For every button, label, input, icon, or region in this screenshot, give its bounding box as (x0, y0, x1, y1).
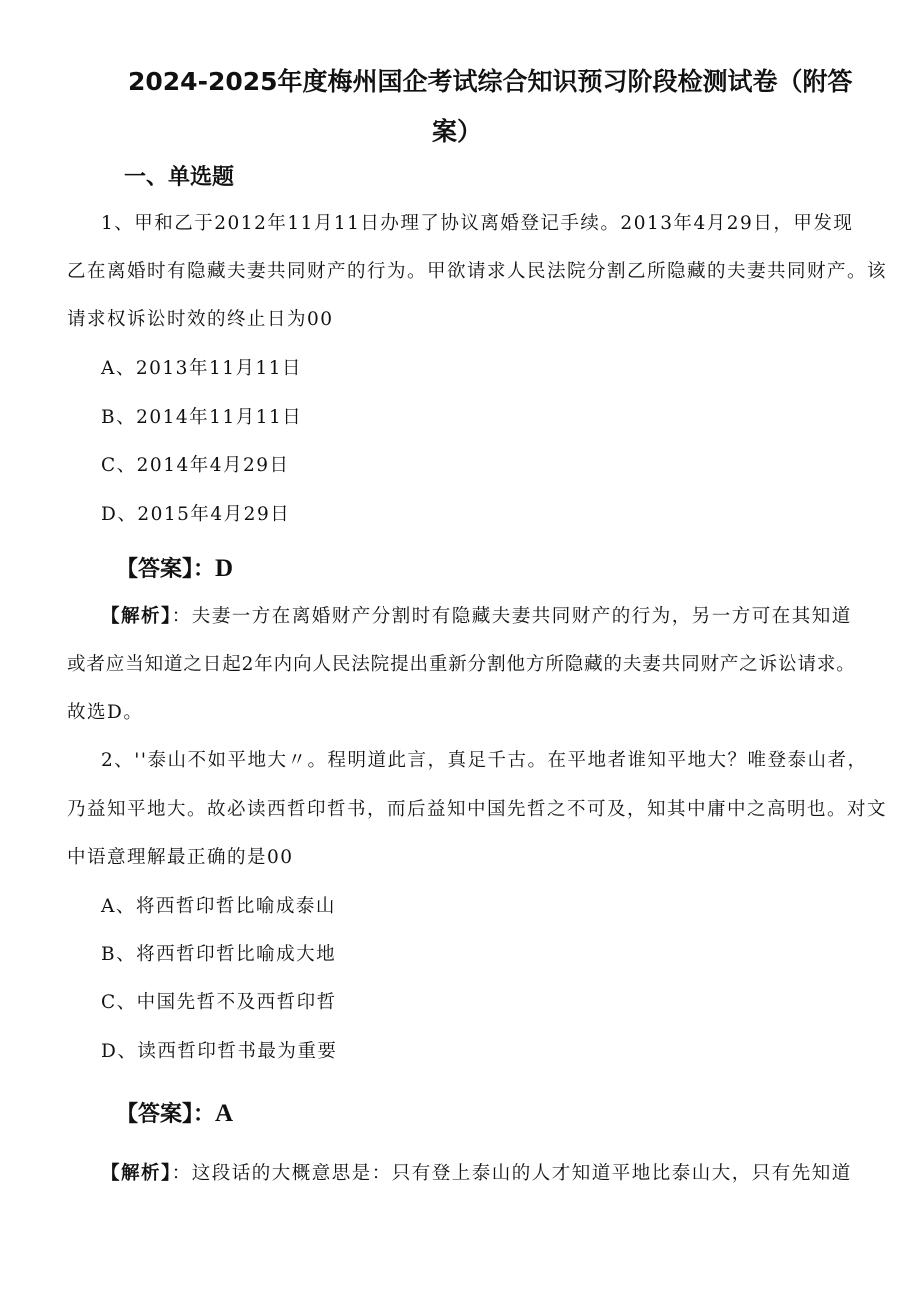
document-title-line2: 案） (432, 117, 483, 146)
analysis-text: ：夫妻一方在离婚财产分割时有隐藏夫妻共同财产的行为，另一方可在其知道 (171, 606, 852, 627)
question-2-stem-line3: 中语意理解最正确的是00 (67, 847, 294, 868)
question-2-answer (116, 1097, 233, 1128)
question-2-stem-line2: 乃益知平地大。故必读西哲印哲书，而后益知中国先哲之不可及，知其中庸中之高明也。对文 (67, 799, 888, 820)
question-2-option-a: A、将西哲印哲比喻成泰山 (101, 896, 336, 917)
question-1-stem-line3: 请求权诉讼时效的终止日为00 (67, 309, 334, 330)
analysis-text: ：这段话的大概意思是：只有登上泰山的人才知道平地比泰山大，只有先知道 (171, 1163, 852, 1184)
question-1-option-c: C、2014年4月29日 (101, 455, 290, 476)
section-heading: 一、单选题 (124, 165, 235, 190)
answer-letter: D (215, 555, 234, 582)
question-2-stem-line1: 2、''泰山不如平地大〃。程明道此言，真足千古。在平地者谁知平地大？唯登泰山者， (101, 750, 868, 771)
question-1-answer (116, 552, 233, 583)
answer-label: 【答案】： (116, 557, 216, 582)
question-2-option-c: C、中国先哲不及西哲印哲 (101, 992, 337, 1013)
question-1-option-d: D、2015年4月29日 (101, 504, 291, 525)
question-1-analysis-line2: 或者应当知道之日起2年内向人民法院提出重新分割他方所隐藏的夫妻共同财产之诉讼请求。 (67, 654, 856, 675)
question-1-stem-line2: 乙在离婚时有隐藏夫妻共同财产的行为。甲欲请求人民法院分割乙所隐藏的夫妻共同财产。该 (67, 261, 888, 282)
question-1-analysis-line1 (101, 593, 852, 641)
question-2-option-d: D、读西哲印哲书最为重要 (101, 1041, 338, 1062)
question-1-stem-line1: 1、甲和乙于2012年11月11日办理了协议离婚登记手续。2013年4月29日，甲发现 (101, 213, 854, 234)
question-2-analysis-line1 (101, 1150, 852, 1198)
answer-label: 【答案】： (116, 1102, 216, 1127)
analysis-label: 【解析】 (101, 1163, 172, 1184)
question-1-analysis-line3: 故选D。 (67, 702, 144, 723)
question-1-option-a: A、2013年11月11日 (101, 358, 303, 379)
question-1-option-b: B、2014年11月11日 (101, 407, 303, 428)
analysis-label: 【解析】 (101, 606, 172, 627)
document-title-line1: 2024-2025年度梅州国企考试综合知识预习阶段检测试卷（附答 (128, 67, 853, 96)
question-2-option-b: B、将西哲印哲比喻成大地 (101, 944, 337, 965)
answer-letter: A (215, 1100, 234, 1127)
